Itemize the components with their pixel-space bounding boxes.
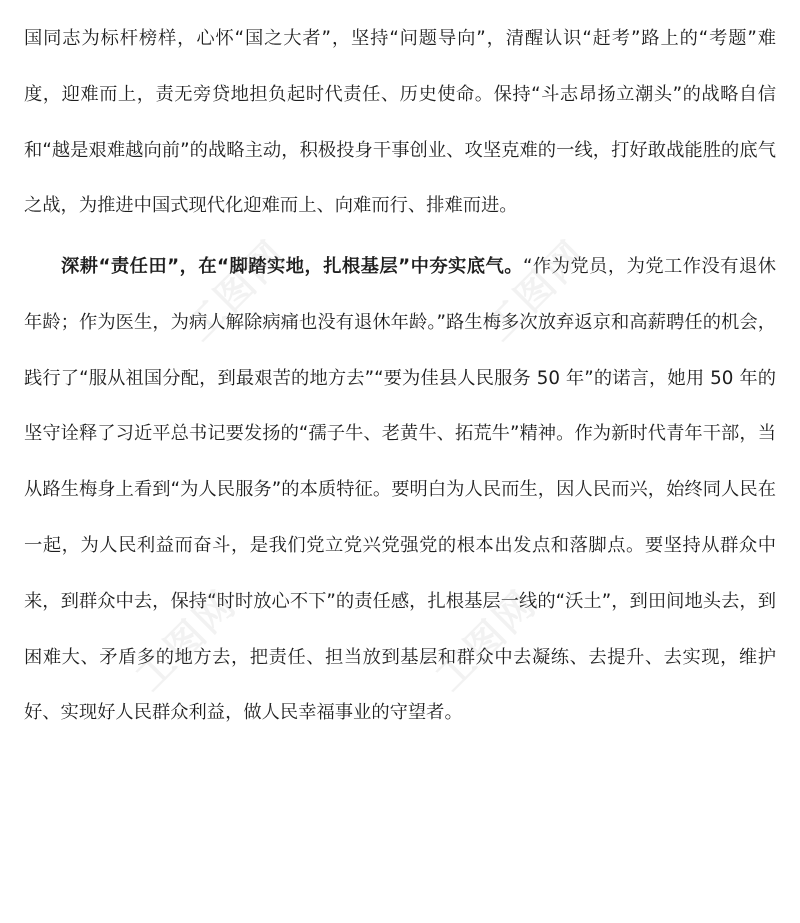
paragraph-2-body: “作为党员，为党工作没有退休年龄；作为医生，为病人解除病痛也没有退休年龄。”路生梅多次放弃返京和高薪聘任的机会，践行了“服从祖国分配，到最艰苦的地方去”“要为佳县人民服务 50 年”的诺言，她用 50 年的坚守诠释了习近平总书记要发扬的“孺子牛、老黄牛、拓荒牛”精神。作为新时代青年干部，当从路生梅身上看到“为人民服务”的本质特征。要明白为人民而生，因人民而兴，始终同人民在一起，为人民利益而奋斗，是我们党立党兴党强党的根本出发点和落脚点。要坚持从群众中来，到群众中去，保持“时时放心不下”的责任感，扎根基层一线的“沃土”，到田间地头去，到困难大、矛盾多的地方去，把责任、担当放到基层和群众中去凝练、去提升、去实现，维护好、实现好人民群众利益，做人民幸福事业的守望者。 (24, 256, 776, 724)
watermark: 工图网 (127, 581, 246, 700)
watermark: 工图网 (177, 231, 296, 350)
paragraph-1: 国同志为标杆榜样，心怀“国之大者”，坚持“问题导向”，清醒认识“赶考”路上的“考题”难度，迎难而上，责无旁贷地担负起时代责任、历史使命。保持“斗志昂扬立潮头”的战略自信和“越是艰难越向前”的战略主动，积极投身干事创业、攻坚克难的一线，打好敢战能胜的底气之战，为推进中国式现代化迎难而上、向难而行、排难而进。 (24, 28, 776, 217)
paragraph-2-lead: 深耕“责任田”，在“脚踏实地，扎根基层”中夯实底气。 (61, 256, 523, 277)
watermark: 工图网 (477, 231, 596, 350)
paragraph-2 (24, 239, 776, 741)
watermark: 工图网 (427, 581, 546, 700)
